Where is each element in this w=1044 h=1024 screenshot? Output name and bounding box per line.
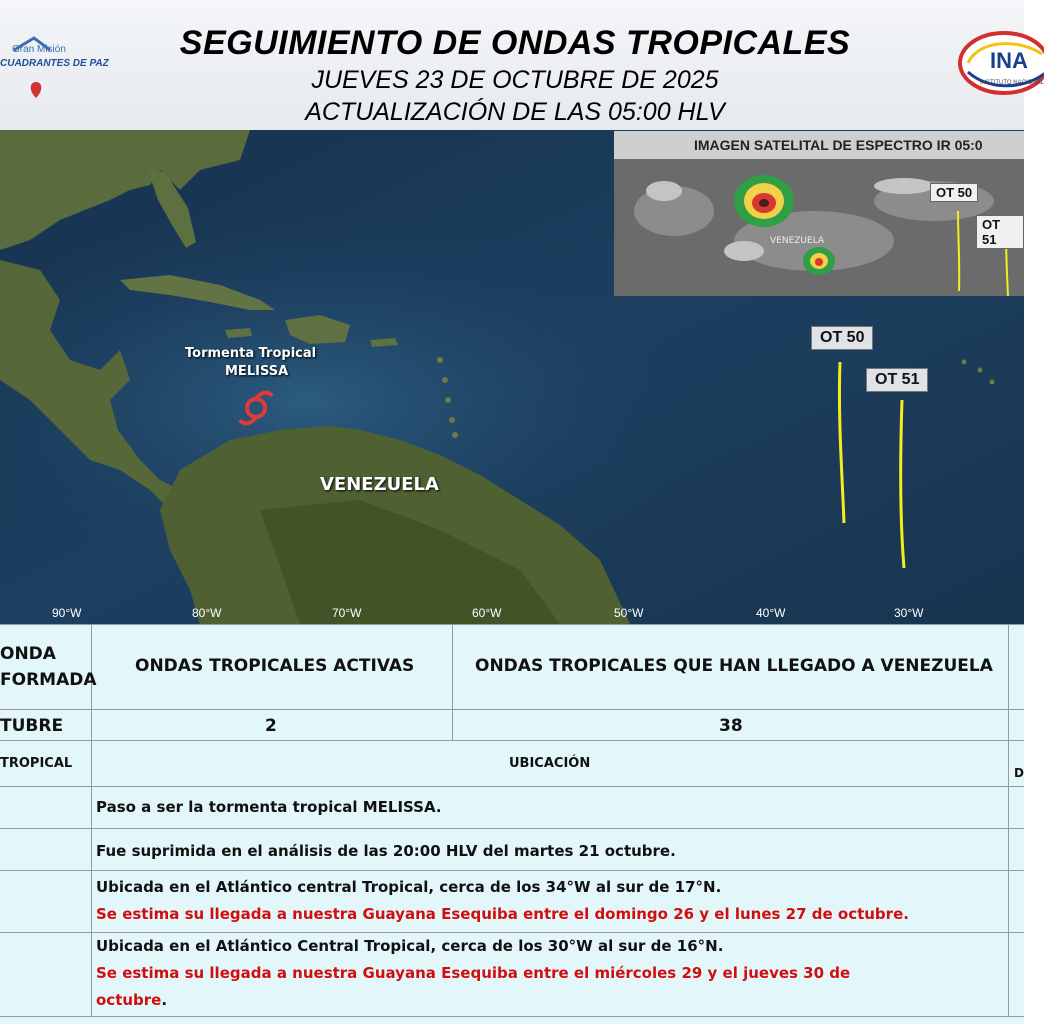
page-update-time: ACTUALIZACIÓN DE LAS 05:00 HLV xyxy=(305,98,725,126)
wave-row-note-tail: octubre xyxy=(96,991,162,1009)
inameh-logo xyxy=(958,30,1044,96)
storm-label-line1: Tormenta Tropical xyxy=(185,346,317,361)
wave-label-ot51: OT 51 xyxy=(866,368,928,392)
table-col-ubicacion: UBICACIÓN xyxy=(509,756,591,771)
inset-title: IMAGEN SATELITAL DE ESPECTRO IR 05:0 xyxy=(694,137,983,153)
table-head-arrived: ONDAS TROPICALES QUE HAN LLEGADO A VENEZUELA xyxy=(475,656,993,676)
inset-wave-label-ot50: OT 50 xyxy=(930,183,978,202)
longitude-label: 30°W xyxy=(894,606,924,620)
wave-label-ot50: OT 50 xyxy=(811,326,873,350)
page-title: SEGUIMIENTO DE ONDAS TROPICALES xyxy=(179,24,851,62)
wave-row-note: Se estima su llegada a nuestra Guayana Esequiba entre el miércoles 29 y el jueves 30 de xyxy=(96,964,851,982)
wave-row-text: Ubicada en el Atlántico central Tropical, cerca de los 34°W al sur de 17°N. xyxy=(96,878,722,896)
table-col-tropical: TROPICAL xyxy=(0,756,73,771)
active-count: 2 xyxy=(265,716,277,736)
table-head-onda: ONDA xyxy=(0,644,56,664)
table-head-formada: FORMADA xyxy=(0,670,97,690)
gran-mision-logo xyxy=(0,38,110,98)
arrived-count: 38 xyxy=(719,716,743,736)
wave-row-note-line2: octubre. xyxy=(96,991,168,1009)
longitude-label: 40°W xyxy=(756,606,786,620)
table-head-active: ONDAS TROPICALES ACTIVAS xyxy=(135,656,415,676)
wave-row-note: Se estima su llegada a nuestra Guayana Esequiba entre el domingo 26 y el lunes 27 de octubre. xyxy=(96,905,909,923)
longitude-label: 60°W xyxy=(472,606,502,620)
storm-cloud-cluster xyxy=(734,175,794,227)
longitude-label: 70°W xyxy=(332,606,362,620)
longitude-label: 90°W xyxy=(52,606,82,620)
satellite-ir-inset xyxy=(614,131,1024,296)
longitude-label: 50°W xyxy=(614,606,644,620)
wave-row-text: Fue suprimida en el análisis de las 20:00 HLV del martes 21 octubre. xyxy=(96,842,676,860)
logo-left-line2: CUADRANTES DE PAZ xyxy=(0,58,109,69)
longitude-label: 80°W xyxy=(192,606,222,620)
storm-label-line2: MELISSA xyxy=(225,364,289,379)
table-month-label: TUBRE xyxy=(0,716,64,736)
logo-right-sub: INSTITUTO NACIONAL xyxy=(980,80,1044,86)
page-date: JUEVES 23 DE OCTUBRE DE 2025 xyxy=(311,66,719,94)
wave-row-text: Ubicada en el Atlántico Central Tropical, cerca de los 30°W al sur de 16°N. xyxy=(96,937,724,955)
table-col-right-partial: D xyxy=(1014,766,1024,780)
logo-left-line1: Gran Misión xyxy=(12,44,66,55)
inset-wave-label-ot51: OT 51 xyxy=(976,215,1024,249)
logo-right-text: INA xyxy=(990,48,1028,73)
inset-country-label: VENEZUELA xyxy=(770,236,825,246)
wave-row-text: Paso a ser la tormenta tropical MELISSA. xyxy=(96,798,442,816)
venezuela-label: VENEZUELA xyxy=(320,474,439,495)
